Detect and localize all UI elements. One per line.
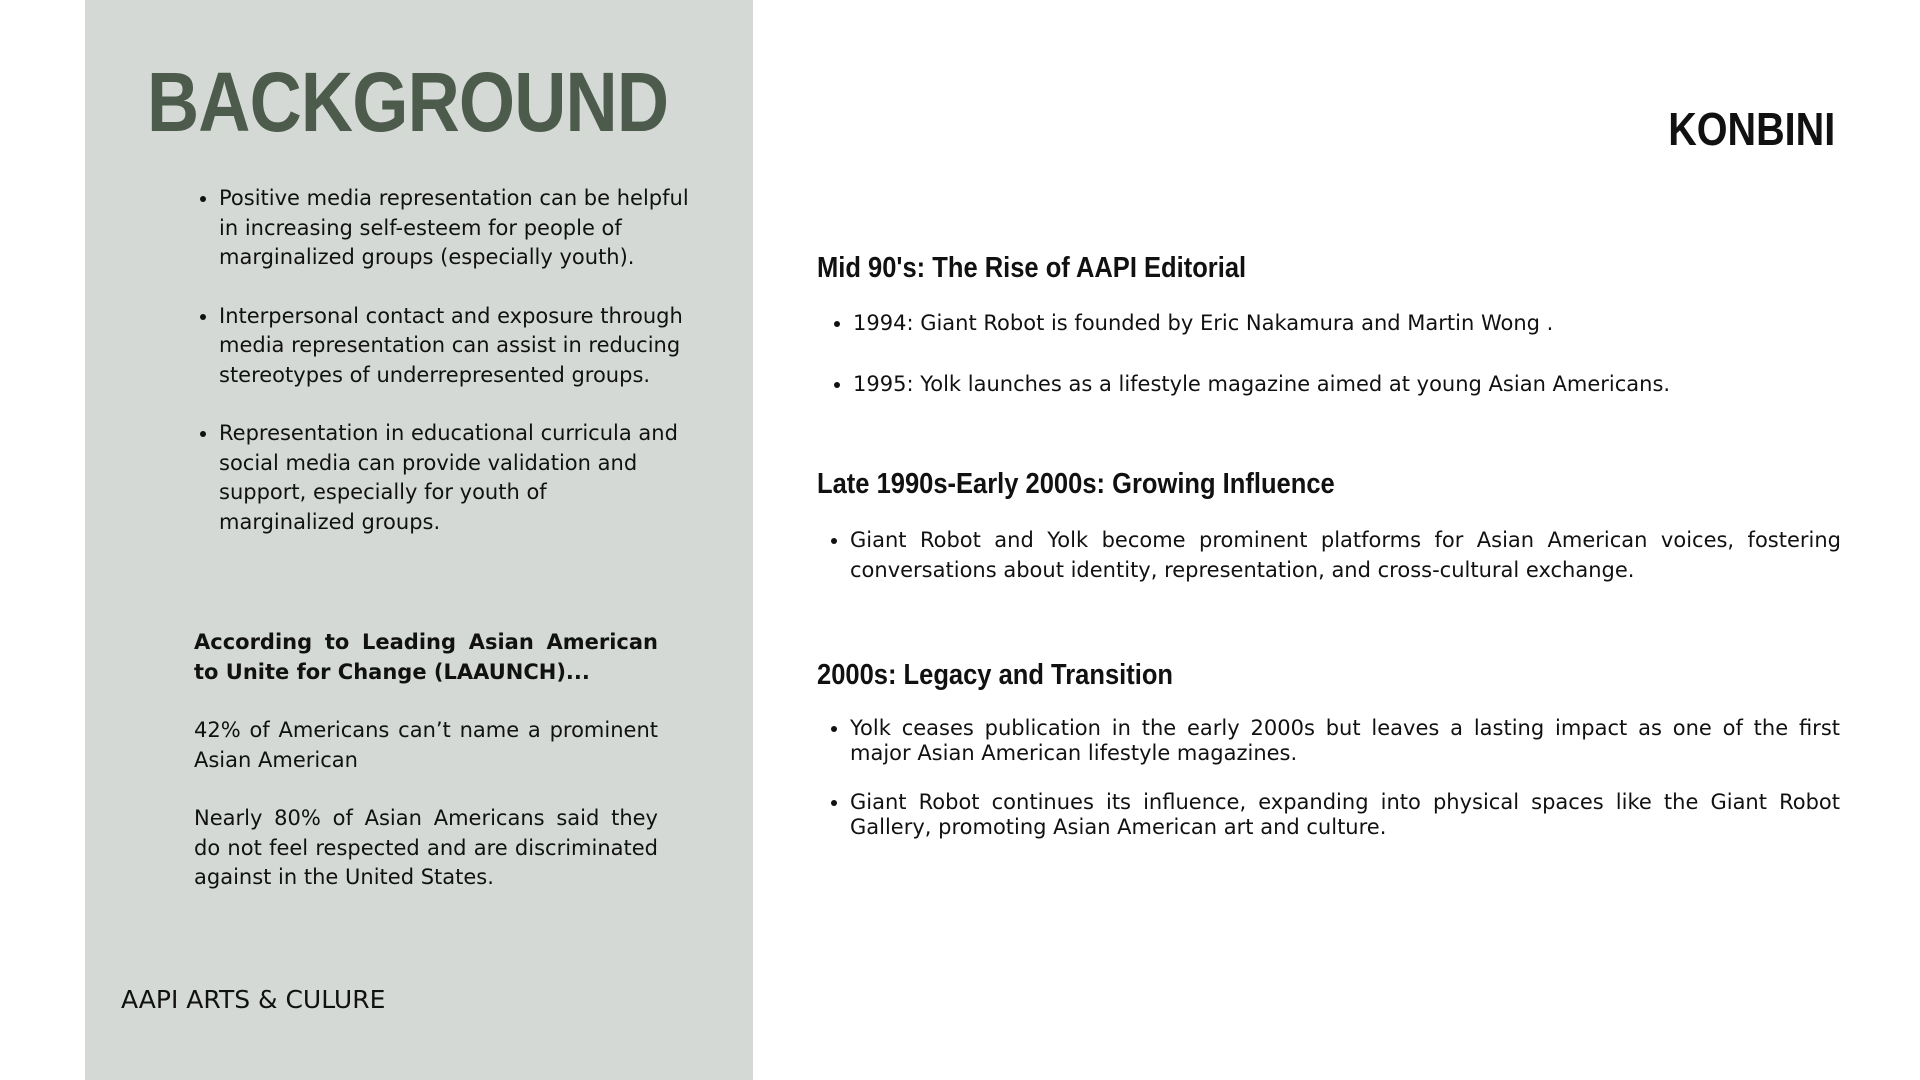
section-heading: 2000s: Legacy and Transition [817,659,1174,691]
section-bullet-list [817,525,1841,585]
section-late-1990s [817,466,1841,585]
section-bullet: • Giant Robot and Yolk become prominent platforms for Asian American voices, fostering conversations about identity, representation, and cross-cultural exchange. [850,525,1841,585]
brand-title: KONBINI [1667,103,1835,155]
statistic-prominent-asian-american: 42% of Americans can’t name a prominent Asian American [194,718,658,772]
section-bullet: • 1994: Giant Robot is founded by Eric Nakamura and Martin Wong . [853,308,1841,338]
section-bullet: • Giant Robot continues its influence, expanding into physical spaces like the Giant Robot Gallery, promoting Asian American art and culture. [850,790,1840,840]
background-bullet-list [194,184,689,537]
background-title: BACKGROUND [147,55,669,149]
panel-footer-label: AAPI ARTS & CULURE [121,985,386,1014]
section-heading: Mid 90's: The Rise of AAPI Editorial [817,252,1247,284]
section-mid-90s [817,250,1841,430]
section-bullet: • Yolk ceases publication in the early 2000s but leaves a lasting impact as one of the first major Asian American lifestyle magazines. [850,716,1840,766]
background-bullet: • Interpersonal contact and exposure through media representation can assist in reducing stereotypes of underrepresented groups. [219,302,689,391]
background-bullet: • Representation in educational curricula and social media can provide validation and support, especially for youth of marginalized groups. [219,419,689,537]
statistic-respect-discrimination: Nearly 80% of Asian Americans said they do not feel respected and are discriminated against in the United States. [194,806,658,889]
section-2000s [817,657,1841,864]
section-bullet: • 1995: Yolk launches as a lifestyle magazine aimed at young Asian Americans. [853,369,1841,399]
section-bullet-list [817,308,1841,399]
statistics-block [194,628,658,922]
section-bullet-list [817,716,1840,840]
background-bullet: • Positive media representation can be helpful in increasing self-esteem for people of marginalized groups (especially youth). [219,184,689,273]
section-heading: Late 1990s-Early 2000s: Growing Influence [817,468,1335,500]
source-heading: According to Leading Asian American to Unite for Change (LAAUNCH)... [194,630,658,684]
